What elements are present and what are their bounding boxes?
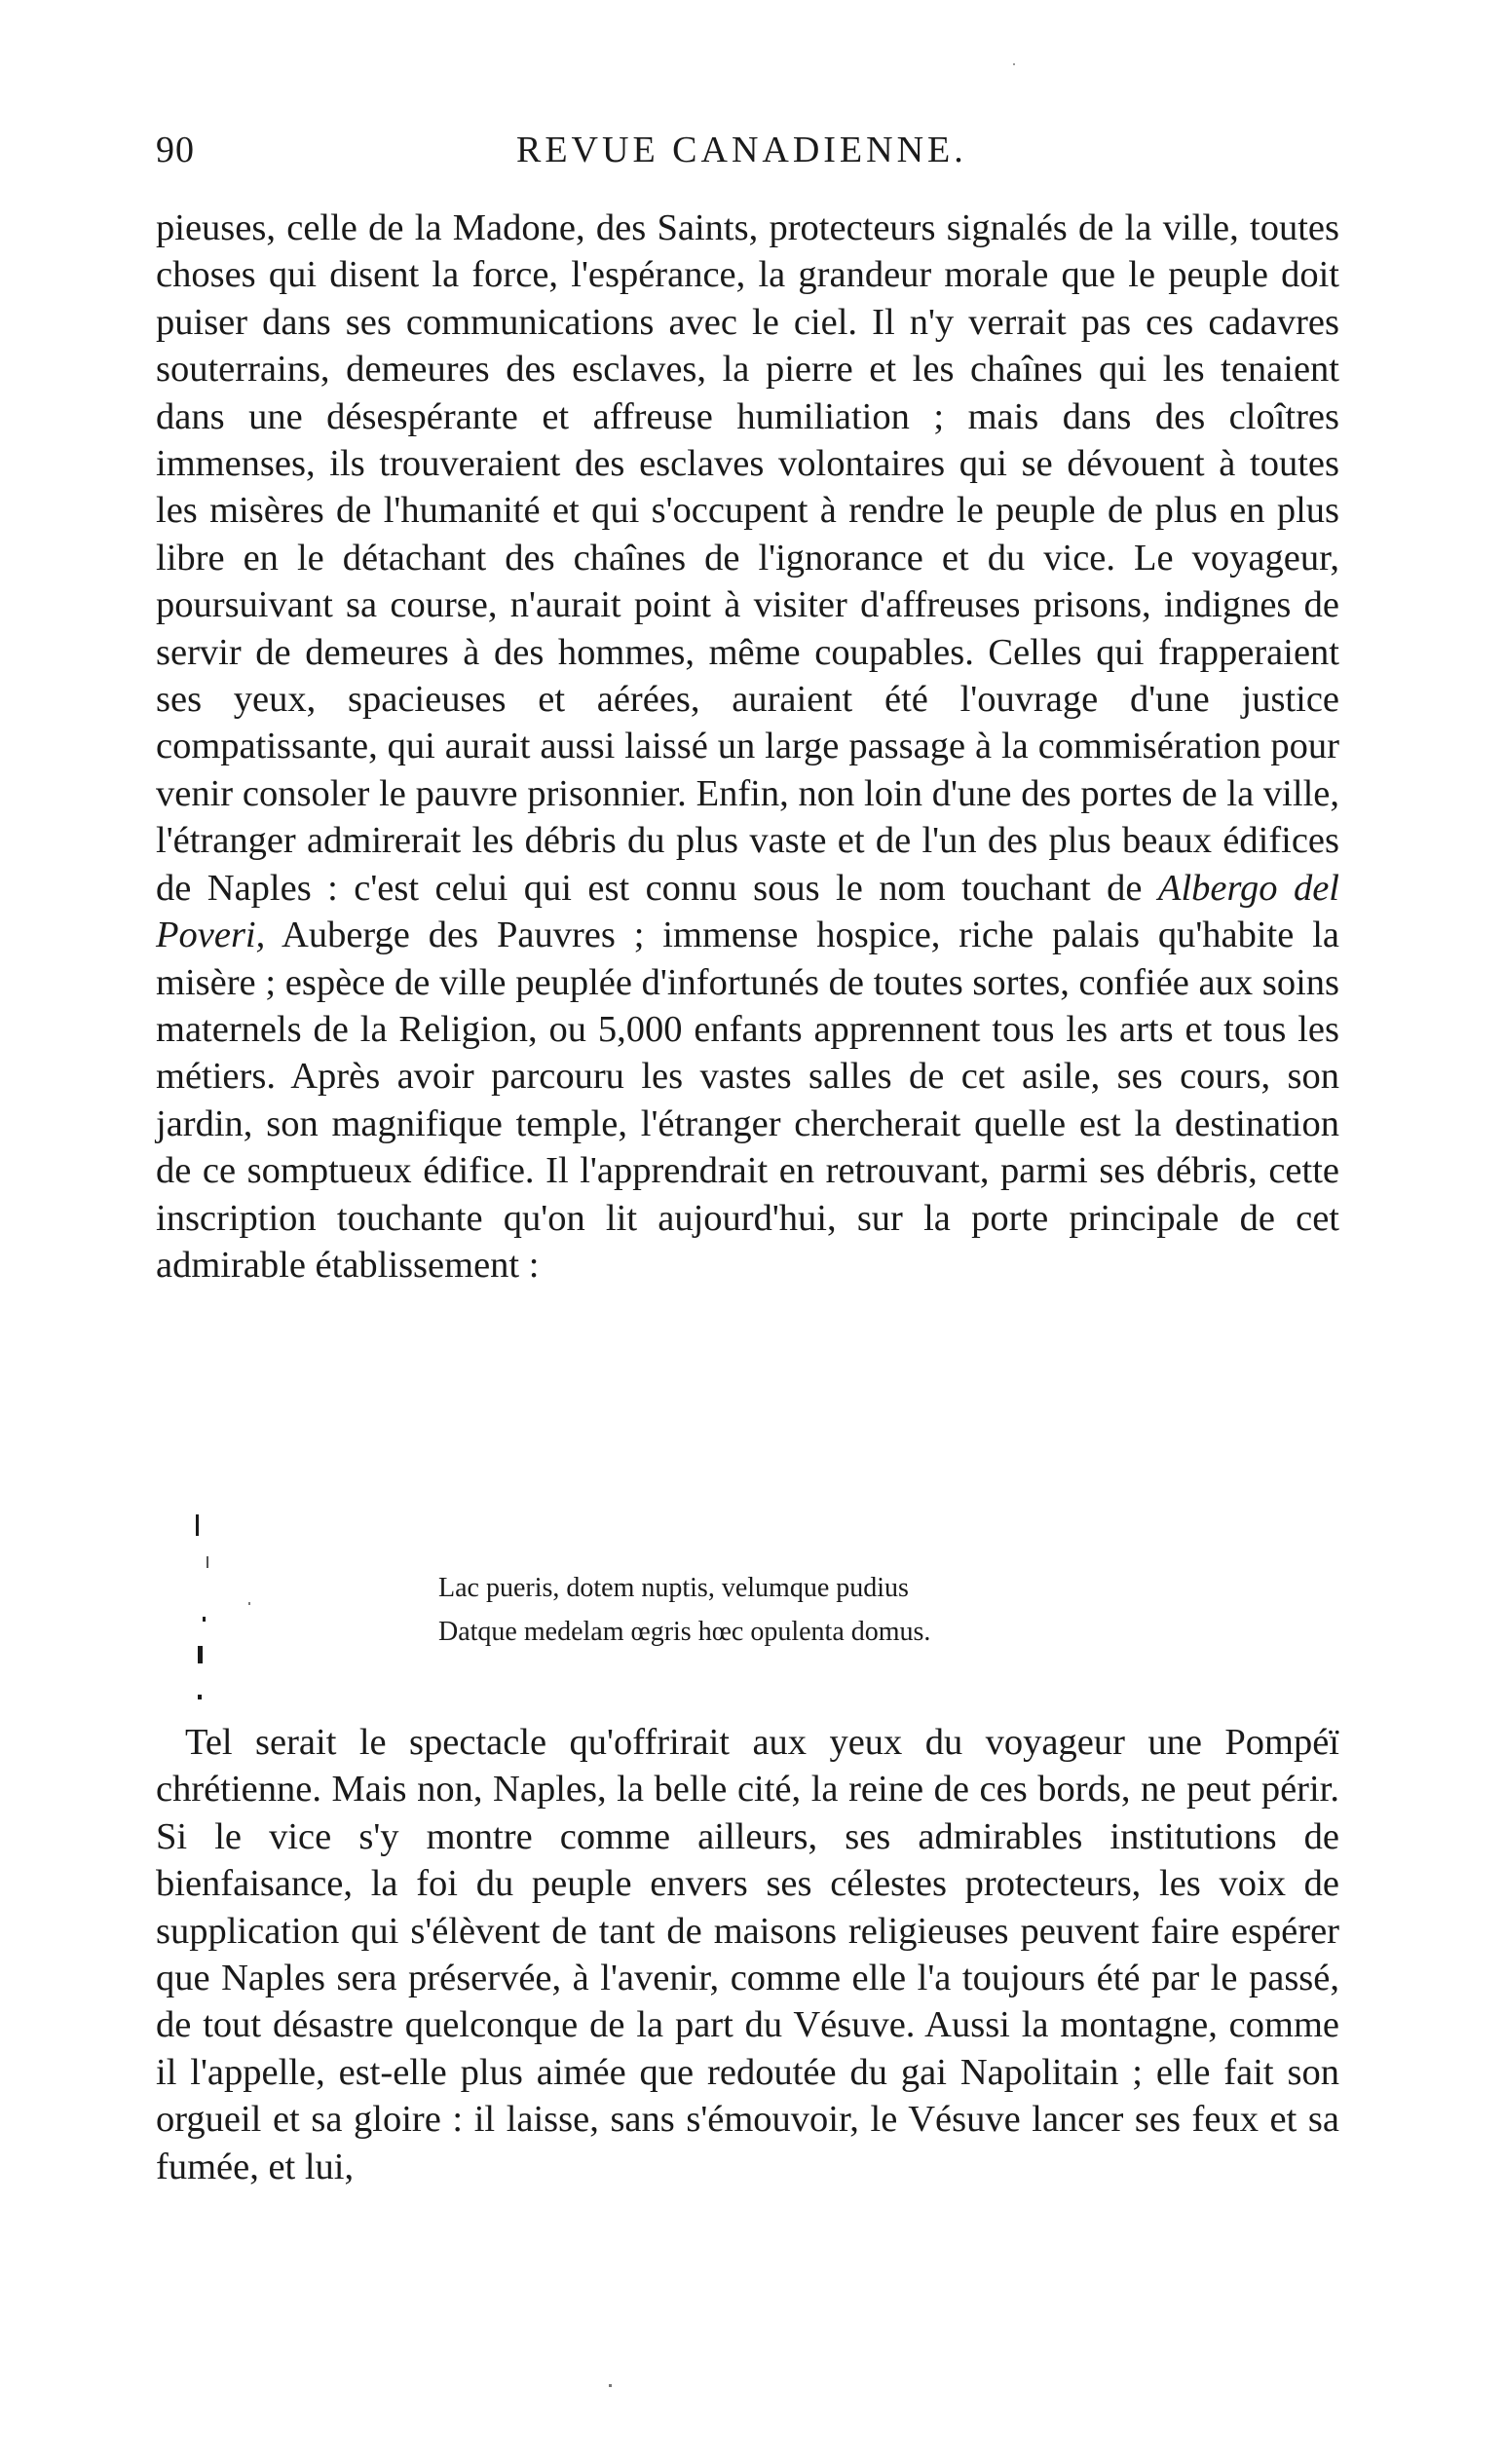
paragraph-1-text-end: Auberge des Pauvres ; immense hospice, riche palais qu'habite la misère ; espèce de ville peuplée d'infortunés de toutes sortes, confiée aux soins maternels de la Religion, ou 5,000 enfants apprennent tous les arts et tous les métiers. Après avoir parcouru les vastes salles de cet asile, ses cours, son jardin, son magnifique temple, l'étranger chercherait quelle est la destination de ce somptueux édifice. Il l'apprendrait en retrouvant, parmi ses débris, cette inscription touchante qu'on lit aujourd'hui, sur la porte principale de cet admirable établissement :: [156, 915, 1339, 1286]
speck-mark: [196, 1514, 199, 1536]
paragraph-1-italic-name: Albergo del Poveri,: [156, 867, 1340, 956]
speck-mark: [1013, 63, 1015, 65]
speck-mark: [198, 1695, 202, 1699]
speck-mark: [198, 1646, 203, 1663]
speck-mark: [203, 1617, 206, 1622]
page-number: 90: [156, 130, 195, 170]
speck-mark: [207, 1556, 208, 1568]
inscription-line-2: Datque medelam œgris hœc opulenta domus.: [438, 1617, 931, 1647]
paragraph-2: Tel serait le spectacle qu'offrirait aux yeux du voyageur une Pompéï chrétienne. Mais non, Naples, la belle cité, la reine de ces bords, ne peut périr. Si le vice s'y montre comme ailleurs, ses admirables institutions de bienfaisance, la foi du peuple envers ses célestes protecteurs, les voix de supplication qui s'élèvent de tant de maisons religieuses peuvent faire espérer que Naples sera préservée, à l'avenir, comme elle l'a toujours été par le passé, de tout désastre quelconque de la part du Vésuve. Aussi la montagne, comme il l'appelle, est-elle plus aimée que redoutée du gai Napolitain ; elle fait son orgueil et sa gloire : il laisse, sans s'émouvoir, le Vésuve lancer ses feux et sa fumée, et lui,: [156, 1722, 1339, 2187]
speck-mark: [248, 1602, 250, 1605]
speck-mark: [609, 2384, 612, 2387]
running-title: REVUE CANADIENNE.: [516, 130, 967, 170]
paragraph-1: [156, 205, 1339, 1288]
inscription-line-1: Lac pueris, dotem nuptis, velumque pudius: [438, 1573, 909, 1603]
page-header: [156, 129, 1354, 187]
paragraph-1-text-start: pieuses, celle de la Madone, des Saints, protecteurs signalés de la ville, toutes choses qui disent la force, l'espérance, la grandeur morale que le peuple doit puiser dans ses communications avec le ciel. Il n'y verrait pas ces cadavres souterrains, demeures des esclaves, la pierre et les chaînes qui les tenaient dans une désespérante et affreuse humiliation ; mais dans des cloîtres immenses, ils trouveraient des esclaves volontaires qui se dévouent à toutes les misères de l'humanité et qui s'occupent à rendre le peuple de plus en plus libre en le détachant des chaînes de l'ignorance et du vice. Le voyageur, poursuivant sa course, n'aurait point à visiter d'affreuses prisons, indignes de servir de demeures à des hommes, même coupables. Celles qui frapperaient ses yeux, spacieuses et aérées, auraient été l'ouvrage d'une justice compatissante, qui aurait aussi laissé un large passage à la commisération pour venir consoler le pauvre prisonnier. Enfin, non loin d'une des portes de la ville, l'étranger admirerait les débris du plus vaste et de l'un des plus beaux édifices de Naples : c'est celui qui est connu sous le nom touchant de: [156, 207, 1339, 909]
latin-inscription: [438, 1566, 1218, 1654]
